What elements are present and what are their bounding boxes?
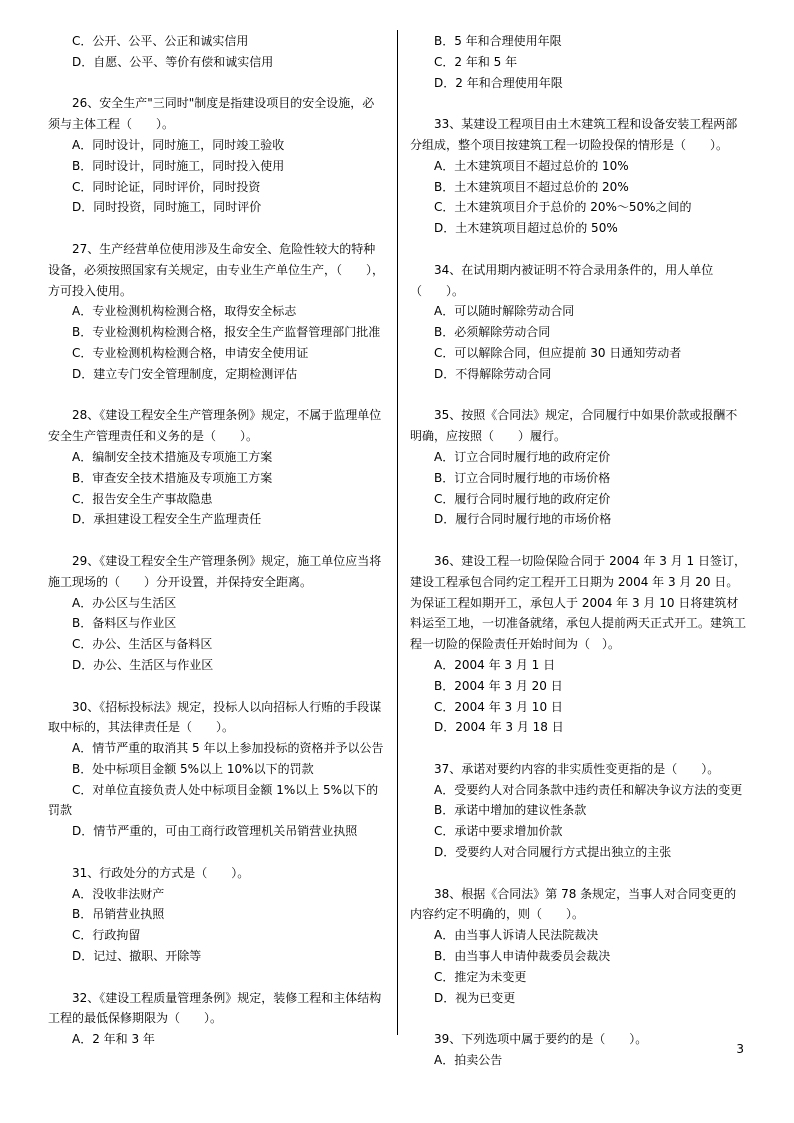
answer-option: D．2 年和合理使用年限 xyxy=(434,75,563,90)
answer-option: C．履行合同时履行地的政府定价 xyxy=(434,491,611,506)
answer-option: D．履行合同时履行地的市场价格 xyxy=(434,512,612,527)
answer-option: A．拍卖公告 xyxy=(434,1053,503,1068)
blank-line xyxy=(410,239,746,260)
answer-option: D．受要约人对合同履行方式提出独立的主张 xyxy=(434,845,672,860)
question-stem: 28、《建设工程安全生产管理条例》规定，不属于监理单位安全生产管理责任和义务的是（ ）。 xyxy=(48,408,382,444)
right-column xyxy=(410,31,746,1071)
blank-line xyxy=(410,863,746,884)
answer-option: B．审查安全技术措施及专项施工方案 xyxy=(72,470,273,485)
answer-option: C．承诺中要求增加价款 xyxy=(434,824,563,839)
answer-option: C．报告安全生产事故隐患 xyxy=(72,491,213,506)
answer-option: C．土木建筑项目介于总价的 20%～50%之间的 xyxy=(434,200,692,215)
answer-option: D．视为已变更 xyxy=(434,990,516,1005)
column-divider xyxy=(397,30,398,1035)
question-stem: 38、根据《合同法》第 78 条规定，当事人对合同变更的内容约定不明确的，则（ ）。 xyxy=(410,886,737,922)
answer-option: B．备料区与作业区 xyxy=(72,616,177,631)
question-stem: 31、行政处分的方式是（ ）。 xyxy=(72,865,250,880)
answer-option: D．不得解除劳动合同 xyxy=(434,366,552,381)
answer-option: B．5 年和合理使用年限 xyxy=(434,34,562,48)
answer-option: C．2004 年 3 月 10 日 xyxy=(434,699,563,714)
answer-option: C．同时论证，同时评价，同时投资 xyxy=(72,179,261,194)
answer-option: A．订立合同时履行地的政府定价 xyxy=(434,449,611,464)
blank-line xyxy=(48,967,384,988)
answer-option: C．推定为未变更 xyxy=(434,969,527,984)
answer-option: D．建立专门安全管理制度，定期检测评估 xyxy=(72,366,298,381)
answer-option: A．受要约人对合同条款中违约责任和解决争议方法的变更 xyxy=(434,782,743,797)
answer-option: A．2 年和 3 年 xyxy=(72,1032,155,1047)
answer-option: B．同时设计，同时施工，同时投入使用 xyxy=(72,158,285,173)
answer-option: B．吊销营业执照 xyxy=(72,907,165,922)
question-stem: 35、按照《合同法》规定，合同履行中如果价款或报酬不明确，应按照（ ）履行。 xyxy=(410,408,738,444)
answer-option: B．由当事人申请仲裁委员会裁决 xyxy=(434,949,611,964)
question-stem: 37、承诺对要约内容的非实质性变更指的是（ ）。 xyxy=(434,761,720,776)
question-stem: 36、建设工程一切险保险合同于 2004 年 3 月 1 日签订，建设工程承包合同约定工程开工日期为 2004 年 3 月 20 日。为保证工程如期开工，承包人于 2004 年 3 月 10 日将建筑材料运至工地，一切准备就绪，承包人提前两天正式开工。建筑工程一切险的保险责任开始时间为（ ）。 xyxy=(410,553,747,652)
answer-option: B．处中标项目金额 5%以上 10%以下的罚款 xyxy=(72,761,314,776)
answer-option: C．可以解除合同，但应提前 30 日通知劳动者 xyxy=(434,345,682,360)
blank-line xyxy=(48,73,384,94)
answer-option: D．承担建设工程安全生产监理责任 xyxy=(72,512,262,527)
blank-line xyxy=(48,530,384,551)
answer-option: D．办公、生活区与作业区 xyxy=(72,657,214,672)
blank-line xyxy=(48,676,384,697)
answer-option: B．承诺中增加的建议性条款 xyxy=(434,803,587,818)
answer-option: D．土木建筑项目超过总价的 50% xyxy=(434,221,618,236)
question-stem: 33、某建设工程项目由土木建筑工程和设备安装工程两部分组成，整个项目按建筑工程一切险投保的情形是（ ）。 xyxy=(410,117,738,152)
answer-option: D．自愿、公平、等价有偿和诚实信用 xyxy=(72,54,274,69)
answer-option: C．行政拘留 xyxy=(72,928,141,943)
blank-line xyxy=(410,530,746,551)
blank-line xyxy=(48,218,384,239)
answer-option: A．没收非法财产 xyxy=(72,886,165,901)
question-stem: 34、在试用期内被证明不符合录用条件的，用人单位（ ）。 xyxy=(410,262,714,298)
answer-option: D．记过、撤职、开除等 xyxy=(72,949,202,964)
answer-option: A．情节严重的取消其 5 年以上参加投标的资格并予以公告 xyxy=(72,741,384,756)
page-number: 3 xyxy=(736,1042,744,1056)
answer-option: B．订立合同时履行地的市场价格 xyxy=(434,470,611,485)
blank-line xyxy=(410,1008,746,1029)
answer-option: C．2 年和 5 年 xyxy=(434,54,518,69)
answer-option: D．2004 年 3 月 18 日 xyxy=(434,720,564,735)
answer-option: B．必须解除劳动合同 xyxy=(434,325,551,340)
answer-option: A．可以随时解除劳动合同 xyxy=(434,304,575,319)
answer-option: A．办公区与生活区 xyxy=(72,595,177,610)
blank-line xyxy=(410,385,746,406)
answer-option: A．专业检测机构检测合格，取得安全标志 xyxy=(72,304,297,319)
answer-option: D．情节严重的，可由工商行政管理机关吊销营业执照 xyxy=(72,824,358,839)
question-stem: 32、《建设工程质量管理条例》规定，装修工程和主体结构工程的最低保修期限为（ ）。 xyxy=(48,990,382,1026)
answer-option: C．公开、公平、公正和诚实信用 xyxy=(72,34,249,48)
answer-option: B．专业检测机构检测合格，报安全生产监督管理部门批准 xyxy=(72,325,381,340)
answer-option: A．2004 年 3 月 1 日 xyxy=(434,657,556,672)
question-stem: 27、生产经营单位使用涉及生命安全、危险性较大的特种设备，必须按照国家有关规定，由专业生产单位生产，（ ），方可投入使用。 xyxy=(48,241,385,298)
answer-option: C．对单位直接负责人处中标项目金额 1%以上 5%以下的罚款 xyxy=(48,782,379,818)
question-stem: 39、下列选项中属于要约的是（ ）。 xyxy=(434,1032,648,1047)
answer-option: C．办公、生活区与备料区 xyxy=(72,637,213,652)
question-stem: 29、《建设工程安全生产管理条例》规定，施工单位应当将施工现场的（ ）分开设置，并保持安全距离。 xyxy=(48,553,382,589)
answer-option: B．2004 年 3 月 20 日 xyxy=(434,678,563,693)
answer-option: A．由当事人诉请人民法院裁决 xyxy=(434,928,599,943)
blank-line xyxy=(410,93,746,114)
blank-line xyxy=(48,842,384,863)
answer-option: A．土木建筑项目不超过总价的 10% xyxy=(434,158,629,173)
answer-option: A．同时设计，同时施工，同时竣工验收 xyxy=(72,137,285,152)
answer-option: C．专业检测机构检测合格，申请安全使用证 xyxy=(72,345,309,360)
left-column xyxy=(48,31,384,1050)
answer-option: B．土木建筑项目不超过总价的 20% xyxy=(434,179,629,194)
question-stem: 30、《招标投标法》规定，投标人以向招标人行贿的手段谋取中标的，其法律责任是（ ）。 xyxy=(48,699,382,735)
question-stem: 26、安全生产"三同时"制度是指建设项目的安全设施，必须与主体工程（ ）。 xyxy=(48,96,375,132)
blank-line xyxy=(48,385,384,406)
answer-option: A．编制安全技术措施及专项施工方案 xyxy=(72,449,273,464)
answer-option: D．同时投资，同时施工，同时评价 xyxy=(72,200,262,215)
blank-line xyxy=(410,738,746,759)
